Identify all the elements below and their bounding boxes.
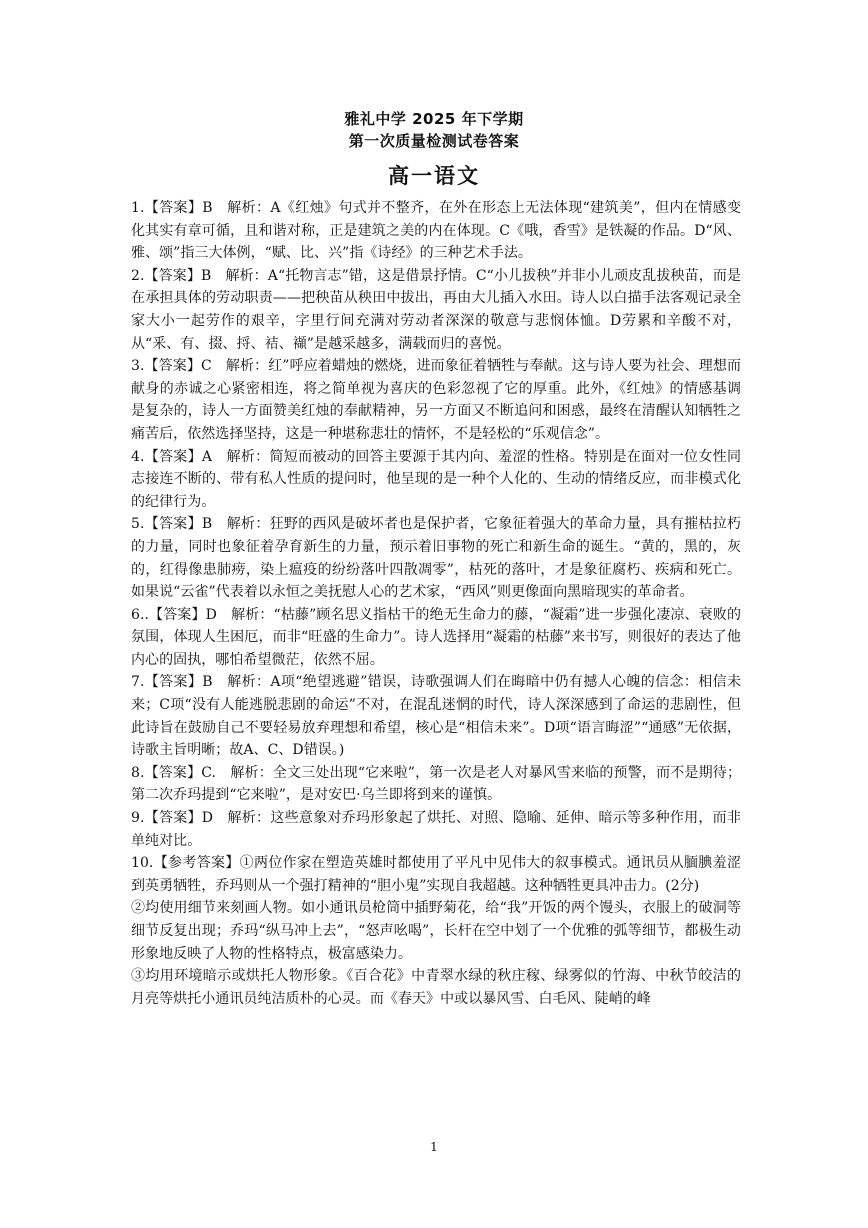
answer-list bbox=[131, 197, 741, 1010]
answer-6: 6..【答案】D 解析：“枯藤”顾名思义指枯干的绝无生命力的藤，“凝霜”进一步强化凄凉、衰败的氛围，体现人生困厄，而非“旺盛的生命力”。诗人选择用“凝霜的枯藤”来书写，则很好的表达了他内心的固执，哪怕希望微茫，依然不屈。 bbox=[131, 606, 741, 668]
answer-8: 8.【答案】C. 解析：全文三处出现“它来啦”，第一次是老人对暴风雪来临的预警，而不是期待；第二次乔玛提到“它来啦”，是对安巴·乌兰即将到来的谨慎。 bbox=[131, 764, 741, 804]
answer-9: 9.【答案】D 解析：这些意象对乔玛形象起了烘托、对照、隐喻、延伸、暗示等多种作用，而非单纯对比。 bbox=[131, 810, 741, 849]
answer-10-part-2: ②均使用细节来刻画人物。如小通讯员枪筒中插野菊花，给“我”开饭的两个馒头，衣服上的破洞等细节反复出现；乔玛“纵马冲上去”，“怒声吆喝”，长杆在空中划了一个优雅的弧等细节，都极生动形象地反映了人物的性格特点，极富感染力。 bbox=[131, 900, 741, 962]
answer-1: 1.【答案】B 解析：A《红烛》句式并不整齐，在外在形态上无法体现“建筑美”，但内在情感变化其实有章可循，且和谐对称，正是建筑之美的内在体现。C《哦，香雪》是铁凝的作品。D“风、雅、颂”指三大体例，“赋、比、兴”指《诗经》的三种艺术手法。 bbox=[131, 200, 741, 262]
answer-10-part-1: 10.【参考答案】①两位作家在塑造英雄时都使用了平凡中见伟大的叙事模式。通讯员从腼腆羞涩到英勇牺牲，乔玛则从一个强打精神的“胆小鬼”实现自我超越。这种牺牲更具冲击力。(2分) bbox=[131, 855, 741, 894]
page-number: 1 bbox=[430, 1140, 438, 1154]
answer-3: 3.【答案】C 解析：红”呼应着蜡烛的燃烧，进而象征着牺牲与奉献。这与诗人要为社会、理想而献身的赤诚之心紧密相连，将之简单视为喜庆的色彩忽视了它的厚重。此外，《红烛》的情感基调是复杂的，诗人一方面赞美红烛的奉献精神，另一方面又不断追问和困惑，最终在清醒认知牺牲之痛苦后，依然选择坚持，这是一种堪称悲壮的情怀，不是轻松的“乐观信念”。 bbox=[131, 358, 741, 442]
answer-2: 2.【答案】B 解析：A“托物言志”错，这是借景抒情。C“小儿拔秧”并非小儿顽皮乱拔秧苗，而是在承担具体的劳动职责——把秧苗从秧田中拔出，再由大儿插入水田。诗人以白描手法客观记录全家大小一起劳作的艰辛，字里行间充满对劳动者深深的敬意与悲悯体恤。D劳累和辛酸不对，从“釆、有、掇、捋、袺、襭”是越采越多，满载而归的喜悦。 bbox=[131, 267, 741, 352]
school-title: 雅礼中学 2025 年下学期 bbox=[344, 110, 524, 128]
answer-4: 4.【答案】A 解析：简短而被动的回答主要源于其内向、羞涩的性格。特别是在面对一位女性同志接连不断的、带有私人性质的提问时，他呈现的是一种个人化的、生动的情绪反应，而非模式化的纪律行为。 bbox=[131, 448, 741, 510]
answer-10-part-3: ③均用环境暗示或烘托人物形象。《百合花》中青翠水绿的秋庄稼、绿雾似的竹海、中秋节皎洁的月亮等烘托小通讯员纯洁质朴的心灵。而《春天》中或以暴风雪、白毛风、陡峭的峰 bbox=[131, 968, 741, 1007]
exam-title: 第一次质量检测试卷答案 bbox=[348, 132, 520, 150]
subject-heading: 高一语文 bbox=[388, 163, 480, 188]
answer-5: 5.【答案】B 解析：狂野的西风是破坏者也是保护者，它象征着强大的革命力量，具有摧枯拉朽的力量，同时也象征着孕育新生的力量，预示着旧事物的死亡和新生命的诞生。“黄的，黑的，灰的，红得像患肺痨，染上瘟疫的纷纷落叶四散凋零”，枯死的落叶，才是象征腐朽、疾病和死亡。如果说“云雀”代表着以永恒之美抚慰人心的艺术家，“西风”则更像面向黑暗现实的革命者。 bbox=[131, 516, 741, 601]
answer-7: 7.【答案】B 解析：A项“绝望逃避”错误，诗歌强调人们在晦暗中仍有撼人心魄的信念：相信未来；C项“没有人能逃脱悲剧的命运”不对，在混乱迷惘的时代，诗人深深感到了命运的悲剧性，但此诗旨在鼓励自己不要轻易放弃理想和希望，核心是“相信未来”。D项“语言晦涩”“通感”无依据，诗歌主旨明晰；故A、C、D错误。) bbox=[131, 674, 741, 759]
